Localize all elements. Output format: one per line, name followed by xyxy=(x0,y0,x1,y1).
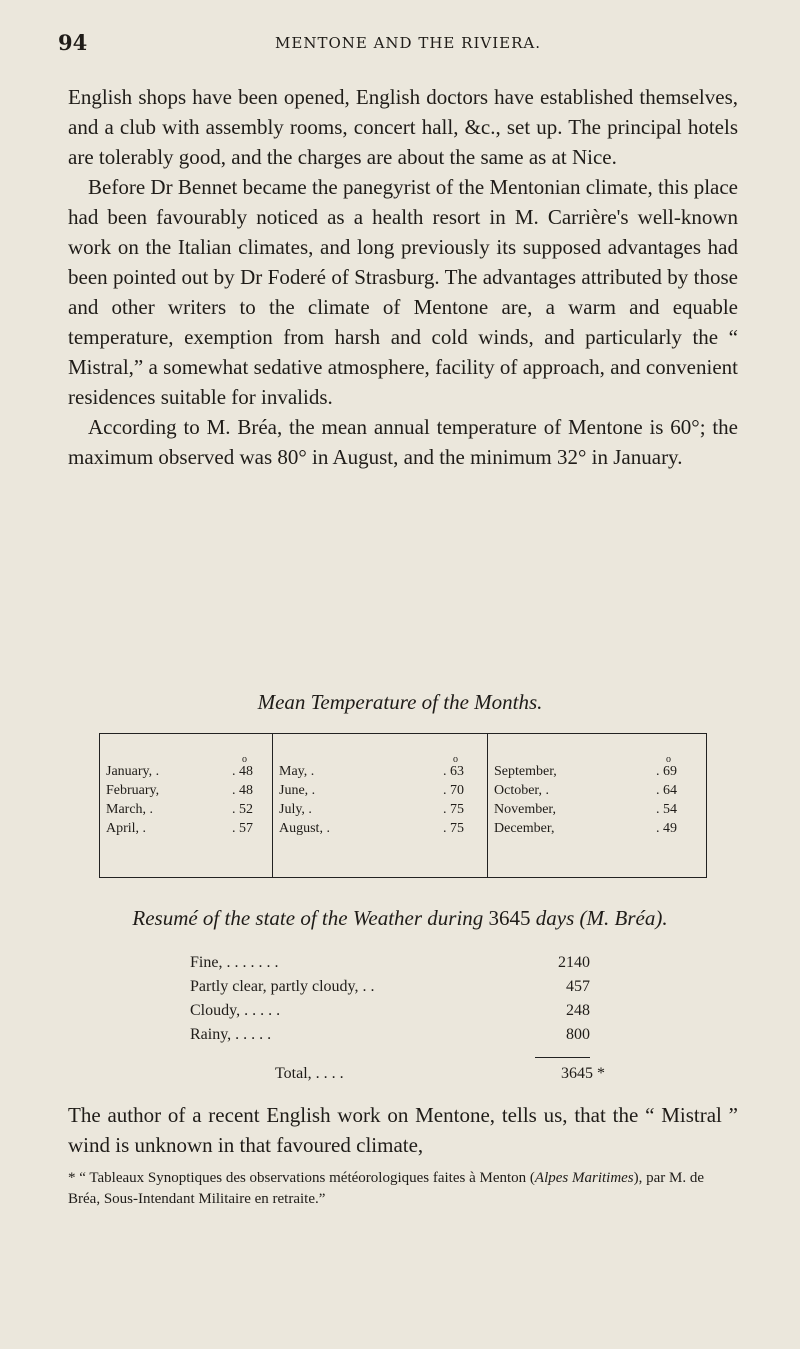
weather-value: 2140 xyxy=(558,954,590,971)
table-row xyxy=(488,754,706,782)
month-name: May, . xyxy=(279,764,315,779)
page-number: 94 xyxy=(58,30,88,55)
month-name: March, . xyxy=(106,802,154,817)
page-header xyxy=(58,30,748,60)
month-temperature: o . 63 xyxy=(443,754,464,779)
degree-mark: o xyxy=(453,754,458,765)
weather-label: Cloudy, . . . . . xyxy=(190,1002,281,1019)
table-row xyxy=(273,802,488,820)
month-temperature: . 57 xyxy=(232,821,253,836)
month-temperature: . 75 xyxy=(443,802,464,817)
weather-label: Partly clear, partly cloudy, . . xyxy=(190,978,375,995)
month-temperature: o . 48 xyxy=(232,754,253,779)
month-name: September, xyxy=(494,764,557,779)
total-row xyxy=(275,1065,645,1089)
total-rule xyxy=(535,1057,590,1058)
table-title: Mean Temperature of the Months. xyxy=(257,690,543,714)
table-row xyxy=(273,821,488,839)
total-label: Total, . . . . xyxy=(275,1065,344,1082)
month-name: June, . xyxy=(279,783,316,798)
table-column xyxy=(487,734,707,877)
month-temperature: . 54 xyxy=(656,802,677,817)
table-column xyxy=(99,734,273,877)
month-name: July, . xyxy=(279,802,312,817)
table-row xyxy=(273,754,488,782)
closing-paragraph: The author of a recent English work on Mentone, tells us, that the “ Mistral ” wind is unknown in that favoured climate, xyxy=(68,1103,738,1157)
month-temperature: . 75 xyxy=(443,821,464,836)
weather-row xyxy=(190,954,590,978)
month-name: December, xyxy=(494,821,555,836)
degree-mark: o xyxy=(666,754,671,765)
table-column xyxy=(272,734,488,877)
weather-value: 457 xyxy=(566,978,590,995)
weather-label: Rainy, . . . . . xyxy=(190,1026,272,1043)
table-row xyxy=(488,821,706,839)
table-row xyxy=(273,783,488,801)
footnote: * “ Tableaux Synoptiques des observations météorologiques faites à Menton (Alpes Maritimes), par M. de Bréa, Sous-Intendant Militaire en retraite.” xyxy=(68,1170,705,1207)
body-text xyxy=(68,82,738,472)
month-temperature: . 64 xyxy=(656,783,677,798)
monthly-temperature-table xyxy=(99,733,707,878)
paragraph: According to M. Bréa, the mean annual temperature of Mentone is 60°; the maximum observed was 80° in August, and the minimum 32° in January. xyxy=(68,415,738,469)
month-temperature: . 48 xyxy=(232,783,253,798)
month-name: October, . xyxy=(494,783,550,798)
weather-row xyxy=(190,978,590,1002)
table-row xyxy=(100,802,273,820)
weather-value: 800 xyxy=(566,1026,590,1043)
weather-row xyxy=(190,1002,590,1026)
table-row xyxy=(100,821,273,839)
weather-row xyxy=(190,1026,590,1050)
paragraph: Before Dr Bennet became the panegyrist of the Mentonian climate, this place had been favourably noticed as a health resort in M. Carrière's well-known work on the Italian climates, and long previously its supposed advantages had been pointed out by Dr Foderé of Strasburg. The advantages attributed by those and other writers to the climate of Mentone are, a warm and equable temperature, exemption from harsh and cold winds, and particularly the “ Mistral,” a somewhat sedative atmosphere, facility of approach, and convenient residences suitable for invalids. xyxy=(68,175,738,409)
month-name: April, . xyxy=(106,821,147,836)
weather-value: 248 xyxy=(566,1002,590,1019)
weather-label: Fine, . . . . . . . xyxy=(190,954,279,971)
table-row xyxy=(488,802,706,820)
month-temperature: . 49 xyxy=(656,821,677,836)
table-row xyxy=(100,754,273,782)
month-name: January, . xyxy=(106,764,160,779)
month-name: November, xyxy=(494,802,557,817)
weather-summary-title: Resumé of the state of the Weather during 3645 days (M. Bréa). xyxy=(132,906,668,930)
total-value: 3645 * xyxy=(561,1065,605,1082)
table-row xyxy=(100,783,273,801)
paragraph: English shops have been opened, English doctors have established themselves, and a club with assembly rooms, concert hall, &c., set up. The principal hotels are tolerably good, and the charges are about the same as at Nice. xyxy=(68,85,738,169)
table-row xyxy=(488,783,706,801)
month-name: August, . xyxy=(279,821,330,836)
month-temperature: . 52 xyxy=(232,802,253,817)
month-temperature: . 70 xyxy=(443,783,464,798)
degree-mark: o xyxy=(242,754,247,765)
running-head: MENTONE AND THE RIVIERA. xyxy=(275,34,541,52)
month-name: February, xyxy=(106,783,160,798)
month-temperature: o . 69 xyxy=(656,754,677,779)
